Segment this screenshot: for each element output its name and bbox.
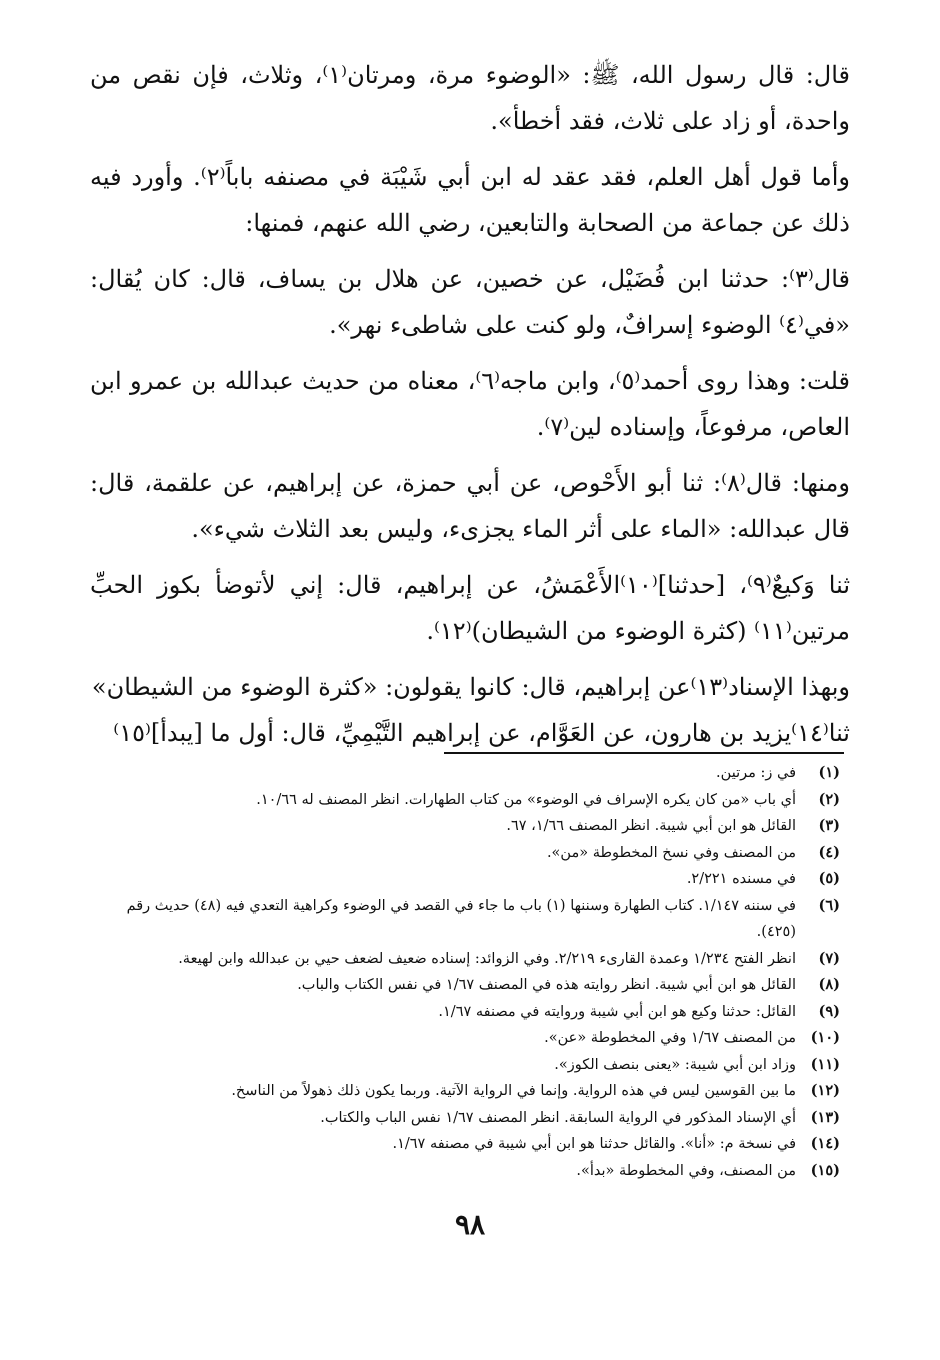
footnote-number: (١٥) xyxy=(810,1161,840,1179)
paragraph-5: ومنها: قال⁽٨⁾: ثنا أبو الأَحْوص، عن أبي حمزة، عن إبراهيم، عن علقمة، قال: قال عبدالله: «الماء على أثر الماء يجزىء، وليس بعد الثلاث شيء». xyxy=(90,469,850,543)
paragraph-3: قال⁽٣⁾: حدثنا ابن فُضَيْل، عن خصين، عن هلال بن يساف، قال: كان يُقال: «في⁽٤⁾ الوضوء إسرافٌ، ولو كنت على شاطىء نهر». xyxy=(90,265,850,339)
paragraph-6: ثنا وَكيعٌ⁽٩⁾، [حدثنا]⁽١٠⁾الأَعْمَشُ، عن إبراهيم، قال: إني لأتوضأ بكوز الحبِّ مرتين⁽١١⁾ (كثرة الوضوء من الشيطان)⁽١٢⁾. xyxy=(90,571,850,645)
footnote xyxy=(95,1025,840,1052)
footnote-number: (١٣) xyxy=(810,1108,840,1126)
footnote xyxy=(95,1052,840,1079)
footnote-text: أي الإسناد المذكور في الرواية السابقة. انظر المصنف ١/٦٧ نفس الباب والكتاب. xyxy=(320,1109,796,1126)
main-text xyxy=(90,52,850,756)
footnote xyxy=(95,787,840,814)
footnote-number: (٥) xyxy=(818,870,840,887)
footnote-number: (١٢) xyxy=(810,1082,840,1099)
footnote-text: وزاد ابن أبي شيبة: «يعنى بنصف الكوز». xyxy=(554,1056,796,1073)
paragraph-1: قال: قال رسول الله، ﷺ: «الوضوء مرة، ومرتان⁽١⁾، وثلاث، فإن نقص من واحدة، أو زاد على ثلاث، فقد أخطأ». xyxy=(90,61,851,135)
footnote-number: (٩) xyxy=(818,1002,840,1020)
footnote-text: انظر الفتح ١/٢٣٤ وعمدة القارىء ٢/٢١٩. وفي الزوائد: إسناده ضعيف لضعف حيي بن عبدالله وابن لهيعة. xyxy=(178,950,796,967)
footnotes-list xyxy=(95,760,840,1184)
footnote-number: (١٤) xyxy=(810,1135,840,1152)
paragraph-4: قلت: وهذا روى أحمد⁽٥⁾، وابن ماجه⁽٦⁾، معناه من حديث عبدالله بن عمرو ابن العاص، مرفوعاً، وإسناده لين⁽٧⁾. xyxy=(90,367,850,441)
footnote-number: (١) xyxy=(818,764,840,781)
paragraph-8: ثنا⁽١٤⁾يزيد بن هارون، عن العَوَّام، عن إبراهيم التَّيْمِيِّ، قال: أول ما [يبدأ]⁽١٥⁾ xyxy=(113,719,850,747)
footnote-number: (١٠) xyxy=(810,1029,840,1046)
footnote xyxy=(95,946,840,973)
footnote xyxy=(95,760,840,787)
footnote-text: من المصنف وفي نسخ المخطوطة «من». xyxy=(546,844,796,861)
footnote-text: في نسخة م: «أنا». والقائل حدثنا هو ابن أبي شيبة في مصنفه ١/٦٧. xyxy=(392,1136,796,1152)
paragraph-2: وأما قول أهل العلم، فقد عقد له ابن أبي شَيْبَة في مصنفه باباً⁽٢⁾. وأورد فيه ذلك عن جماعة من الصحابة والتابعين، رضي الله عنهم، فمنها: xyxy=(90,163,850,237)
footnote xyxy=(95,1078,840,1105)
footnote-text: من المصنف ١/٦٧ وفي المخطوطة «عن». xyxy=(544,1030,796,1046)
footnote-text: في سننه ١/١٤٧. كتاب الطهارة وسننها (١) باب ما جاء في القصد في الوضوء وكراهية التعدي فيه (٤٨) حديث رقم (٤٢٥). xyxy=(126,897,796,940)
footnote-text: في مسنده ٢/٢٢١. xyxy=(686,871,796,887)
paragraph-7: وبهذا الإسناد⁽١٣⁾عن إبراهيم، قال: كانوا يقولون: «كثرة الوضوء من الشيطان» xyxy=(91,673,850,701)
footnote xyxy=(95,813,840,840)
footnote xyxy=(95,840,840,867)
footnote xyxy=(95,893,840,946)
footnote-number: (٣) xyxy=(818,817,840,834)
page-number: ٩٨ xyxy=(454,1208,486,1241)
footnote-divider xyxy=(444,752,844,754)
footnote-number: (٢) xyxy=(818,790,840,808)
footnote-text: في ز: مرتين. xyxy=(716,765,796,781)
footnote xyxy=(95,999,840,1026)
footnote-text: القائل هو ابن أبي شيبة. انظر المصنف ١/٦٦، ٦٧. xyxy=(506,818,796,834)
footnote-number: (٨) xyxy=(818,976,840,993)
footnote-text: ما بين القوسين ليس في هذه الرواية. وإنما في الرواية الآتية. وربما يكون ذلك ذهولاً من الناسخ. xyxy=(231,1083,796,1099)
footnote-text: القائل: حدثنا وكيع هو ابن أبي شيبة وروايته في مصنفه ١/٦٧. xyxy=(438,1003,796,1020)
footnote-text: من المصنف، وفي المخطوطة «بدأ». xyxy=(576,1162,796,1179)
footnote xyxy=(95,1131,840,1158)
footnote-number: (٦) xyxy=(818,896,840,914)
footnote-text: أي باب «من كان يكره الإسراف في الوضوء» من كتاب الطهارات. انظر المصنف له ١٠/٦٦. xyxy=(256,791,796,808)
footnote-number: (١١) xyxy=(810,1055,840,1073)
footnote-text: القائل هو ابن أبي شيبة. انظر روايته هذه في المصنف ١/٦٧ في نفس الكتاب والباب. xyxy=(297,977,796,993)
footnote xyxy=(95,866,840,893)
footnote xyxy=(95,972,840,999)
footnote xyxy=(95,1105,840,1132)
footnote xyxy=(95,1158,840,1185)
footnote-number: (٧) xyxy=(818,949,840,967)
footnote-number: (٤) xyxy=(818,843,840,861)
